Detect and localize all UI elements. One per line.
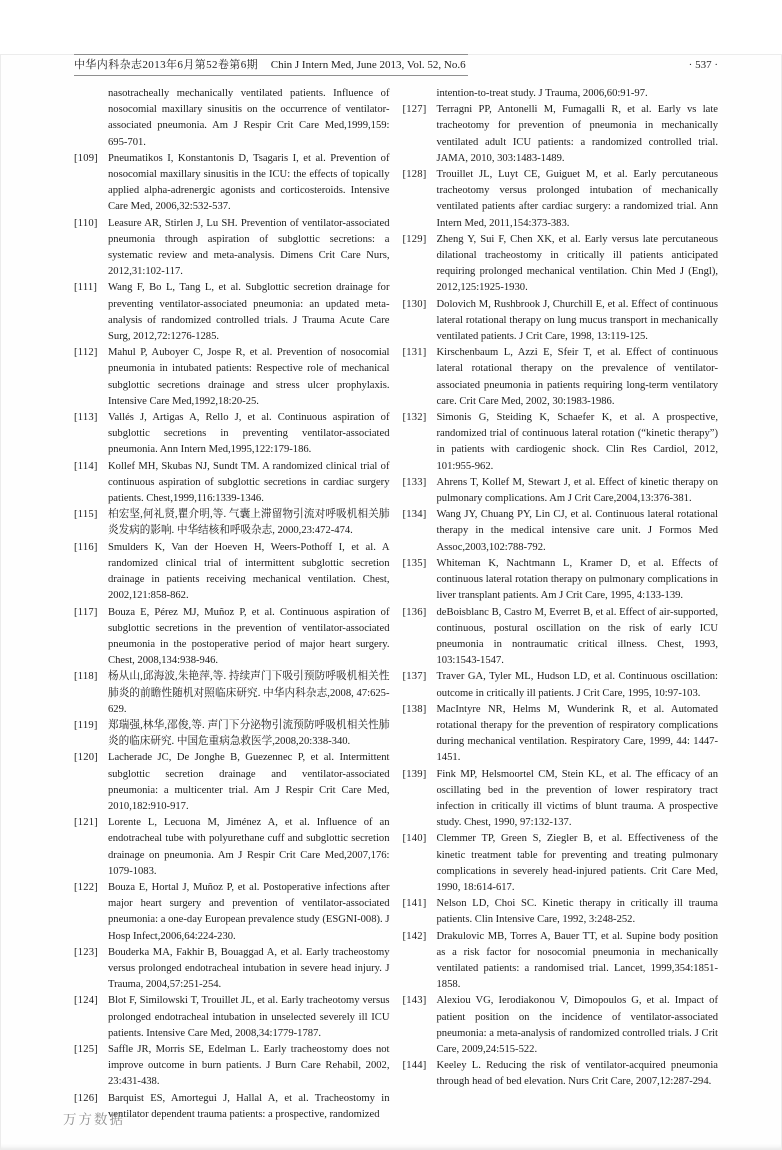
reference-text: Trouillet JL, Luyt CE, Guiguet M, et al. Early percutaneous tracheotomy versus prolonged intubation of mechanically ventilated patients after cardiac surgery: a randomized trial. Ann Intern Med, 2011,154:373-383. (436, 169, 718, 229)
reference-number: [125] (74, 1043, 98, 1055)
reference-number: [117] (74, 606, 98, 618)
reference-entry (403, 767, 719, 832)
reference-entry (403, 605, 719, 670)
reference-text: Alexiou VG, Ierodiakonou V, Dimopoulos G, et al. Impact of patient position on the incidence of ventilator-associated pneumonia: a meta-analysis of randomized controlled trials. J Crit Care, 2009,24:515-522. (436, 995, 718, 1055)
reference-number: [139] (402, 768, 427, 780)
journal-page (0, 54, 782, 1150)
reference-entry (74, 1042, 390, 1091)
reference-number: [121] (74, 817, 98, 829)
reference-number: [120] (74, 752, 98, 764)
reference-entry (403, 556, 719, 605)
reference-number: [115] (74, 509, 98, 521)
reference-text: Dolovich M, Rushbrook J, Churchill E, et al. Effect of continuous lateral rotational therapy on lung mucus transport in mechanically ventilated patients. J Crit Care, 1998, 13:119-125. (436, 298, 718, 343)
reference-number: [111] (74, 282, 98, 294)
reference-entry (403, 507, 719, 556)
reference-entry (403, 345, 719, 410)
reference-text: 杨从山,邱海波,朱艳萍,等. 持续声门下吸引预防呼吸机相关性肺炎的前瞻性随机对照临床研究. 中华内科杂志,2008, 47:625-629. (108, 671, 390, 715)
reference-number: [123] (74, 946, 98, 958)
wanfang-watermark: 万方数据 (63, 1112, 125, 1127)
reference-entry (74, 216, 390, 281)
reference-text: Lacherade JC, De Jonghe B, Guezennec P, et al. Intermittent subglottic secretion drainage and ventilator-associated pneumonia: a multicenter trial. Am J Respir Crit Care Med, 2010,182:910-917. (108, 752, 390, 812)
reference-number: [113] (74, 412, 98, 424)
reference-entry (403, 297, 719, 346)
reference-number: [143] (402, 995, 427, 1007)
reference-text: intention-to-treat study. J Trauma, 2006,60:91-97. (436, 88, 648, 99)
reference-text: Leasure AR, Stirlen J, Lu SH. Prevention of ventilator-associated pneumonia through aspiration of subglottic secretions: a systematic review and meta-analysis. Dimens Crit Care Nurs, 2012,31:102-117. (108, 217, 390, 278)
reference-text: Ahrens T, Kollef M, Stewart J, et al. Effect of kinetic therapy on pulmonary complications. Am J Crit Care,2004,13:376-381. (436, 476, 718, 505)
reference-text: Simonis G, Steiding K, Schaefer K, et al. A prospective, randomized trial of continuous lateral rotation (“kinetic therapy”) in patients with cardiogenic shock. Clin Res Cardiol, 2012, 101:955-962. (436, 412, 718, 472)
reference-entry (74, 86, 390, 151)
reference-number: [132] (402, 412, 427, 424)
reference-text: 郑瑞强,林华,邵俊,等. 声门下分泌物引流预防呼吸机相关性肺炎的临床研究. 中国危重病急救医学,2008,20:338-340. (108, 719, 390, 748)
reference-number: [137] (402, 671, 427, 683)
reference-text: Bouza E, Pérez MJ, Muñoz P, et al. Continuous aspiration of subglottic secretions in the prevention of ventilator-associated pneumonia in the postoperative period of major heart surgery. Chest, 2008,134:938-946. (108, 606, 390, 667)
reference-text: nasotracheally mechanically ventilated patients. Influence of nosocomial maxillary sinusitis on the occurrence of ventilator-associated pneumonia. Am J Respir Crit Care Med,1999,159: 695-701. (108, 88, 390, 148)
reference-entry (403, 86, 719, 102)
reference-number: [133] (402, 476, 427, 488)
reference-number: [140] (402, 833, 427, 845)
reference-text: Vallés J, Artigas A, Rello J, et al. Continuous aspiration of subglottic secretions in preventing ventilator-associated pneumonia. Ann Intern Med,1995,122:179-186. (108, 412, 390, 456)
reference-number: [126] (74, 1092, 98, 1104)
reference-entry (74, 605, 390, 670)
references-column-right (403, 86, 719, 1123)
reference-number: [131] (402, 347, 427, 359)
reference-text: Blot F, Similowski T, Trouillet JL, et al. Early tracheotomy versus prolonged endotracheal intubation in unselected severely ill ICU patients. Intensive Care Med, 2008,34:1779-1787. (108, 995, 390, 1039)
reference-entry (403, 896, 719, 928)
reference-number: [136] (402, 606, 427, 618)
journal-citation-cn: 中华内科杂志2013年6月第52卷第6期 (74, 59, 258, 71)
reference-text: Bouza E, Hortal J, Muñoz P, et al. Postoperative infections after major heart surgery and prevention of ventilator-associated pneumonia: a one-day European prevalence study (ESGNI-008). J Hosp Infect,2006,64:224-230. (108, 881, 390, 942)
reference-text: Nelson LD, Choi SC. Kinetic therapy in critically ill trauma patients. Clin Intensive Care, 1992, 3:248-252. (436, 898, 718, 926)
reference-entry (403, 929, 719, 994)
reference-entry (74, 750, 390, 815)
reference-entry (403, 993, 719, 1058)
reference-number: [114] (74, 460, 98, 472)
reference-entry (74, 945, 390, 994)
reference-entry (74, 280, 390, 345)
reference-text: Drakulovic MB, Torres A, Bauer TT, et al. Supine body position as a risk factor for nosocomial pneumonia in mechanically ventilated patients: a randomised trial. Lancet, 1999,354:1851-1858. (436, 930, 718, 991)
reference-number: [124] (74, 995, 98, 1007)
reference-entry (74, 507, 390, 539)
reference-text: Clemmer TP, Green S, Ziegler B, et al. Effectiveness of the kinetic treatment table for preventing and treating pulmonary complications in severely head-injured patients. Crit Care Med, 1990, 18:614-617. (436, 833, 718, 893)
reference-entry (74, 880, 390, 945)
page-number: · 537 · (688, 59, 718, 71)
reference-entry (74, 151, 390, 216)
running-head (74, 54, 468, 76)
reference-text: Kollef MH, Skubas NJ, Sundt TM. A randomized clinical trial of continuous aspiration of subglottic secretions in cardiac surgery patients. Chest,1999,116:1339-1346. (108, 460, 390, 505)
reference-number: [109] (74, 152, 98, 164)
reference-text: Fink MP, Helsmoortel CM, Stein KL, et al. The efficacy of an oscillating bed in the prevention of lower respiratory tract infection in critically ill victims of blunt trauma. A prospective study. Chest, 1990, 97:132-137. (436, 768, 718, 829)
reference-entry (403, 669, 719, 701)
reference-number: [130] (402, 298, 427, 310)
reference-entry (74, 718, 390, 750)
reference-entry (74, 815, 390, 880)
reference-number: [112] (74, 347, 98, 359)
reference-text: deBoisblanc B, Castro M, Everret B, et al. Effect of air-supported, continuous, postural oscillation on the risk of early ICU pneumonia in nontraumatic critical illness. Chest, 1993, 103:1543-1547. (436, 606, 718, 667)
reference-text: Whiteman K, Nachtmann L, Kramer D, et al. Effects of continuous lateral rotation therapy on pulmonary complications in liver transplant patients. Am J Crit Care, 1995, 4:133-139. (436, 557, 718, 602)
reference-number: [128] (402, 169, 427, 181)
reference-number: [135] (402, 557, 427, 569)
reference-text: Kirschenbaum L, Azzi E, Sfeir T, et al. Effect of continuous lateral rotational therapy on the prevalence of ventilator-associated pneumonia in patients requiring long-term ventilatory care. Crit Care Med, 2002, 30:1983-1986. (436, 347, 718, 407)
reference-entry (403, 831, 719, 896)
reference-number: [144] (402, 1060, 427, 1072)
reference-text: Barquist ES, Amortegui J, Hallal A, et al. Tracheostomy in ventilator dependent trauma patients: a prospective, randomized (108, 1092, 390, 1120)
reference-entry (74, 993, 390, 1042)
references-column-left (74, 86, 390, 1123)
reference-entry (74, 459, 390, 508)
reference-number: [116] (74, 541, 98, 553)
page-header (74, 54, 718, 76)
reference-entry (403, 702, 719, 767)
reference-number: [118] (74, 671, 98, 683)
reference-number: [119] (74, 719, 98, 731)
reference-number: [142] (402, 930, 427, 942)
reference-number: [127] (402, 104, 427, 116)
reference-text: Terragni PP, Antonelli M, Fumagalli R, et al. Early vs late tracheotomy for prevention of pneumonia in mechanically ventilated adult ICU patients: a randomized controlled trial. JAMA, 2010, 303:1483-1489. (436, 104, 718, 164)
reference-number: [122] (74, 881, 98, 893)
reference-entry (403, 167, 719, 232)
reference-number: [141] (402, 898, 427, 910)
reference-text: Mahul P, Auboyer C, Jospe R, et al. Prevention of nosocomial pneumonia in intubated patients: Respective role of mechanical subglottic secretions drainage and stress ulcer prophylaxis. Intensive Care Med,1992,18:20-25. (108, 347, 390, 407)
reference-number: [134] (402, 509, 427, 521)
reference-text: Saffle JR, Morris SE, Edelman L. Early tracheostomy does not improve outcome in burn patients. J Burn Care Rehabil, 2002, 23:431-438. (108, 1043, 390, 1088)
reference-text: Wang JY, Chuang PY, Lin CJ, et al. Continuous lateral rotational therapy in the medical intensive care unit. J Formos Med Assoc,2003,102:788-792. (436, 509, 718, 553)
reference-text: Zheng Y, Sui F, Chen XK, et al. Early versus late percutaneous dilational tracheostomy in critically ill patients anticipated requiring prolonged mechanical ventilation. Chin Med J (Engl), 2012,125:1925-1930. (436, 233, 718, 294)
reference-text: Lorente L, Lecuona M, Jiménez A, et al. Influence of an endotracheal tube with polyurethane cuff and subglottic secretion drainage on pneumonia. Am J Respir Crit Care Med,2007,176: 1079-1083. (108, 817, 390, 877)
reference-columns (74, 86, 718, 1123)
reference-text: Bouderka MA, Fakhir B, Bouaggad A, et al. Early tracheostomy versus prolonged endotracheal intubation in severe head injury. J Trauma, 2004,57:251-254. (108, 946, 390, 991)
reference-text: Traver GA, Tyler ML, Hudson LD, et al. Continuous oscillation: outcome in critically ill patients. J Crit Care, 1995, 10:97-103. (436, 671, 718, 699)
reference-entry (74, 410, 390, 459)
reference-text: 柏宏坚,何礼贤,瞿介明,等. 气囊上滞留物引流对呼吸机相关肺炎发病的影响. 中华结核和呼吸杂志, 2000,23:472-474. (108, 509, 390, 537)
reference-entry (403, 410, 719, 475)
reference-number: [129] (402, 233, 427, 245)
reference-text: MacIntyre NR, Helms M, Wunderink R, et al. Automated rotational therapy for the prevention of respiratory complications during mechanical ventilation. Respiratory Care, 1999, 44: 1447-1451. (436, 703, 718, 764)
reference-entry (74, 540, 390, 605)
reference-entry (74, 669, 390, 718)
reference-text: Pneumatikos I, Konstantonis D, Tsagaris I, et al. Prevention of nosocomial maxillary sinusitis in the ICU: the effects of topically applied alpha-adrenergic agonists and corticosteroids. Intensive Care Med, 2006,32:532-537. (108, 152, 390, 213)
reference-entry (74, 345, 390, 410)
reference-entry (403, 102, 719, 167)
reference-number: [110] (74, 217, 98, 229)
reference-text: Keeley L. Reducing the risk of ventilator-acquired pneumonia through head of bed elevation. Nurs Crit Care, 2007,12:287-294. (436, 1060, 718, 1088)
reference-entry (403, 1058, 719, 1090)
reference-text: Smulders K, Van der Hoeven H, Weers-Pothoff I, et al. A randomized clinical trial of intermittent subglottic secretion drainage in patients receiving mechanical ventilation. Chest, 2002,121:858-862. (108, 541, 390, 602)
reference-entry (403, 475, 719, 507)
reference-number: [138] (402, 703, 427, 715)
reference-entry (403, 232, 719, 297)
reference-text: Wang F, Bo L, Tang L, et al. Subglottic secretion drainage for preventing ventilator-associated pneumonia: an updated meta-analysis of randomized controlled trials. J Trauma Acute Care Surg, 2012,72:1276-1285. (108, 282, 390, 343)
journal-citation-en: Chin J Intern Med, June 2013, Vol. 52, No.6 (270, 59, 466, 71)
